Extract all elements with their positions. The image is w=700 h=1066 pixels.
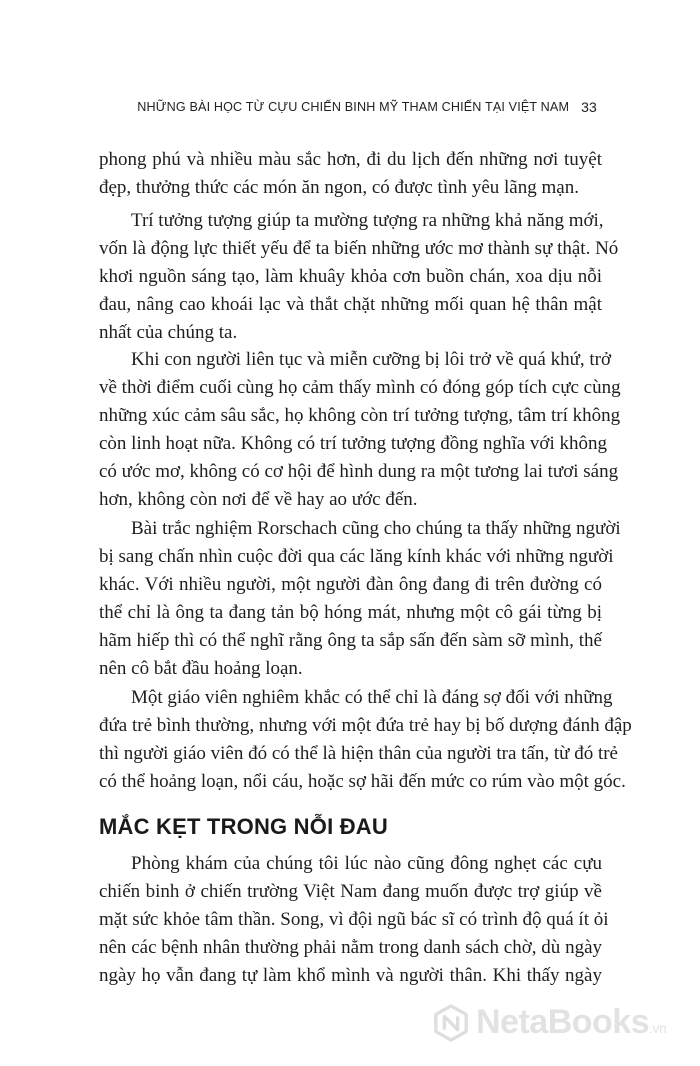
watermark-brand [476, 1003, 666, 1042]
text-line: Khi con người liên tục và miễn cưỡng bị lôi trở về quá khứ, trở [131, 349, 612, 370]
text-line: nên cô bắt đầu hoảng loạn. [99, 658, 303, 679]
paragraph-rorschach [99, 515, 621, 683]
text-line: còn linh hoạt nữa. Không có trí tưởng tượng đồng nghĩa với không [99, 433, 608, 454]
paragraph-clinic [99, 850, 609, 990]
text-line: thì người giáo viên đó có thể là hiện thân của người tra tấn, từ đó trẻ [99, 743, 618, 764]
running-header [0, 96, 597, 118]
text-line: nhất của chúng ta. [99, 322, 238, 343]
text-line: những xúc cảm sâu sắc, họ không còn trí tưởng tượng, tâm trí không [99, 405, 621, 426]
netabooks-logo-icon [432, 1004, 470, 1042]
text-line: mặt sức khỏe tâm thần. Song, vì đội ngũ bác sĩ có trình độ quá ít ỏi [99, 909, 609, 930]
text-line: Trí tưởng tượng giúp ta mường tượng ra những khả năng mới, [131, 210, 604, 231]
text-line: khơi nguồn sáng tạo, làm khuây khỏa cơn buồn chán, xoa dịu nỗi [99, 266, 602, 287]
text-line: hãm hiếp thì có thể nghĩ rằng ông ta sắp sấn đến sàm sỡ mình, thế [99, 630, 602, 651]
text-line: đứa trẻ bình thường, nhưng với một đứa trẻ hay bị bố dượng đánh đập [99, 715, 632, 736]
text-line: chiến binh ở chiến trường Việt Nam đang muốn được trợ giúp về [99, 881, 602, 902]
text-line: bị sang chấn nhìn cuộc đời qua các lăng kính khác với những người [99, 546, 614, 567]
text-line: thể chỉ là ông ta đang tản bộ hóng mát, nhưng một cô gái từng bị [99, 602, 602, 623]
text-line: hơn, không còn nơi để về hay ao ước đến. [99, 489, 418, 510]
text-line: nên các bệnh nhân thường phải nằm trong danh sách chờ, dù ngày [99, 937, 602, 958]
text-line: có thể hoảng loạn, nổi cáu, hoặc sợ hãi đến mức co rúm vào một góc. [99, 771, 626, 792]
text-line: đẹp, thưởng thức các món ăn ngon, có được tình yêu lãng mạn. [99, 177, 579, 198]
text-line: đau, nâng cao khoái lạc và thắt chặt những mối quan hệ thân mật [99, 294, 602, 315]
text-line: vốn là động lực thiết yếu để ta biến những ước mơ thành sự thật. Nó [99, 238, 619, 259]
text-line: khác. Với nhiều người, một người đàn ông đang đi trên đường có [99, 574, 602, 595]
text-line: Phòng khám của chúng tôi lúc nào cũng đông nghẹt các cựu [131, 853, 602, 874]
text-line: Một giáo viên nghiêm khắc có thể chỉ là đáng sợ đối với những [131, 687, 613, 708]
paragraph-imagination [99, 207, 619, 347]
running-title: NHỮNG BÀI HỌC TỪ CỰU CHIẾN BINH MỸ THAM CHIẾN TẠI VIỆT NAM [137, 100, 570, 114]
text-line: về thời điểm cuối cùng họ cảm thấy mình có đóng góp tích cực cùng [99, 377, 621, 398]
paragraph-continuation [99, 146, 602, 202]
watermark [432, 1003, 666, 1042]
section-heading: MẮC KẸT TRONG NỖI ĐAU [99, 814, 388, 839]
page-number: 33 [581, 99, 597, 115]
watermark-tld: .vn [649, 1020, 667, 1036]
text-line: có ước mơ, không có cơ hội để hình dung ra một tương lai tươi sáng [99, 461, 619, 482]
text-line: phong phú và nhiều màu sắc hơn, đi du lịch đến những nơi tuyệt [99, 149, 602, 170]
paragraph-teacher [99, 684, 632, 796]
text-line: Bài trắc nghiệm Rorschach cũng cho chúng ta thấy những người [131, 518, 621, 539]
watermark-brand-name: NetaBooks [476, 1003, 650, 1041]
text-line: ngày họ vẫn đang tự làm khổ mình và người thân. Khi thấy ngày [99, 965, 602, 986]
paragraph-past [99, 346, 621, 514]
